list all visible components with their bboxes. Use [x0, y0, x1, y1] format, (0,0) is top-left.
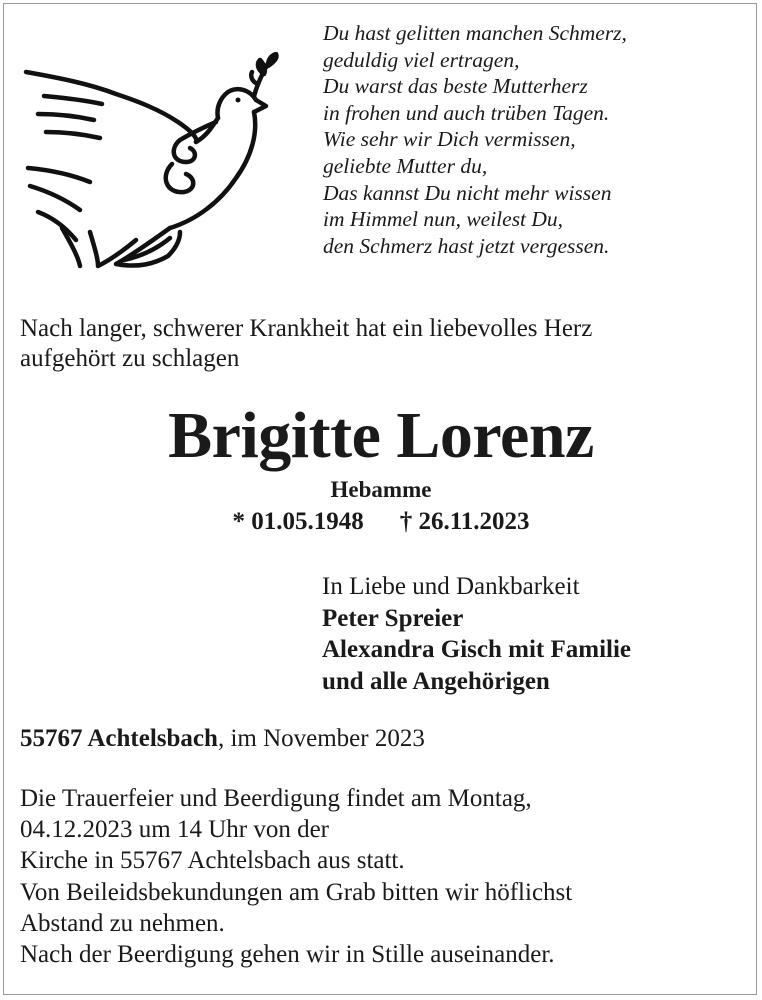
deceased-profession: Hebamme — [330, 477, 432, 502]
intro-line: Nach langer, schwerer Krankheit hat ein liebevolles Herz — [20, 315, 593, 342]
funeral-line: Nach der Beerdigung gehen wir in Stille auseinander. — [20, 941, 555, 969]
deceased-name: Brigitte Lorenz — [168, 399, 594, 472]
intro-text — [20, 314, 740, 374]
funeral-line: Die Trauerfeier und Beerdigung findet am Montag, — [20, 785, 532, 812]
mourners-block — [322, 571, 742, 697]
poem-line: geliebte Mutter du, — [323, 153, 488, 178]
intro-line: aufgehört zu schlagen — [20, 345, 240, 372]
poem-line: im Himmel nun, weilest Du, — [323, 207, 564, 232]
mourner-name: Peter Spreier — [322, 604, 464, 632]
poem-line: den Schmerz hast jetzt vergessen. — [323, 233, 610, 258]
poem-line: in frohen und auch trüben Tagen. — [323, 100, 610, 125]
mourner-name: und alle Angehörigen — [322, 667, 550, 695]
place-and-date — [20, 723, 740, 755]
dove-icon — [20, 52, 290, 278]
life-dates — [0, 506, 762, 538]
poem-line: Wie sehr wir Dich vermissen, — [323, 127, 576, 152]
funeral-line: Abstand zu nehmen. — [20, 909, 225, 937]
poem — [323, 20, 743, 259]
mourner-name: Alexandra Gisch mit Familie — [322, 636, 631, 663]
mourners-intro: In Liebe und Dankbarkeit — [322, 573, 580, 600]
funeral-line: Von Beileidsbekundungen am Grab bitten wir höflichst — [20, 878, 573, 906]
funeral-notice — [20, 783, 740, 970]
funeral-line: 04.12.2023 um 14 Uhr von der — [20, 816, 329, 844]
funeral-line: Kirche in 55767 Achtelsbach aus statt. — [20, 847, 405, 875]
place-town: 55767 Achtelsbach — [20, 725, 218, 752]
poem-line: Du hast gelitten manchen Schmerz, — [323, 21, 627, 45]
poem-line: Das kannst Du nicht mehr wissen — [323, 180, 612, 205]
death-date: † 26.11.2023 — [399, 508, 530, 535]
place-date: , im November 2023 — [217, 725, 425, 752]
poem-line: Du warst das beste Mutterherz — [323, 74, 588, 99]
poem-line: geduldig viel ertragen, — [323, 47, 520, 72]
birth-date: * 01.05.1948 — [232, 508, 364, 535]
